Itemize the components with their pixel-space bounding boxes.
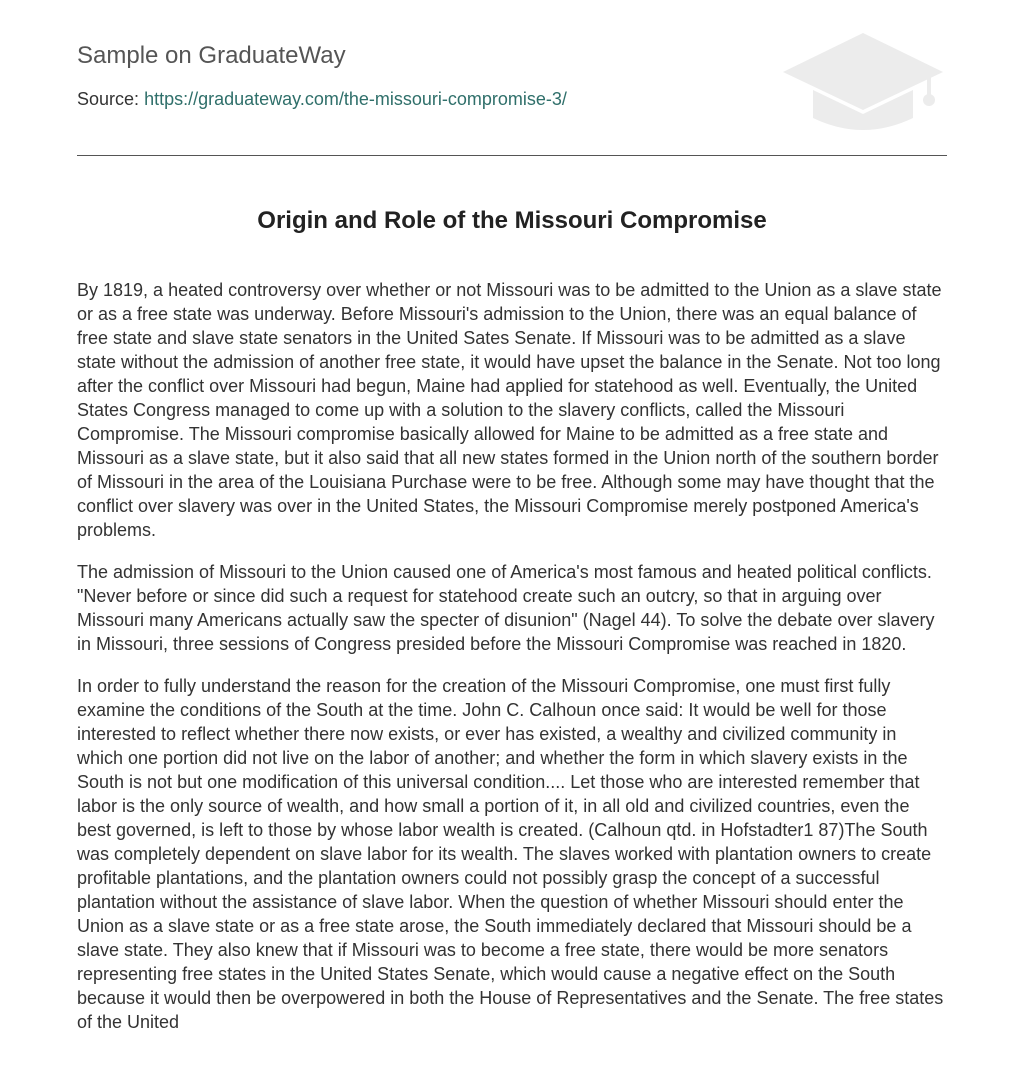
- paragraph: By 1819, a heated controversy over whether or not Missouri was to be admitted to the Union as a slave state or as a free state was underway. Before Missouri's admission to the Union, there was an equal balance of free state and slave state senators in the United Sates Senate. If Missouri was to be admitted as a slave state without the admission of another free state, it would have upset the balance in the Senate. Not too long after the conflict over Missouri had begun, Maine had applied for statehood as well. Eventually, the United States Congress managed to come up with a solution to the slavery conflicts, called the Missouri Compromise. The Missouri compromise basically allowed for Maine to be admitted as a free state and Missouri as a slave state, but it also said that all new states formed in the Union north of the southern border of Missouri in the area of the Louisiana Purchase were to be free. Although some may have thought that the conflict over slavery was over in the United States, the Missouri Compromise merely postponed America's problems.: [77, 280, 942, 540]
- header: [77, 0, 947, 156]
- article-body: [77, 278, 947, 1034]
- graduation-cap-icon: [779, 30, 947, 132]
- site-title: Sample on GraduateWay: [77, 42, 346, 69]
- page: [77, 0, 947, 1052]
- source-link[interactable]: https://graduateway.com/the-missouri-compromise-3/: [144, 89, 567, 109]
- article-title: Origin and Role of the Missouri Compromise: [257, 207, 767, 234]
- source-line: [77, 89, 567, 110]
- paragraph: The admission of Missouri to the Union caused one of America's most famous and heated political conflicts. "Never before or since did such a request for statehood create such an outcry, so that in arguing over Missouri many Americans actually saw the specter of disunion" (Nagel 44). To solve the debate over slavery in Missouri, three sessions of Congress presided before the Missouri Compromise was reached in 1820.: [77, 562, 935, 654]
- source-label: Source:: [77, 89, 140, 109]
- paragraph: In order to fully understand the reason for the creation of the Missouri Compromise, one must first fully examine the conditions of the South at the time. John C. Calhoun once said: It would be well for those interested to reflect whether there now exists, or ever has existed, a wealthy and civilized community in which one portion did not live on the labor of another; and whether the form in which slavery exists in the South is not but one modification of this universal condition.... Let those who are interested remember that labor is the only source of wealth, and how small a portion of it, in all old and civilized countries, even the best governed, is left to those by whose labor wealth is created. (Calhoun qtd. in Hofstadter1 87)The South was completely dependent on slave labor for its wealth. The slaves worked with plantation owners to create profitable plantations, and the plantation owners could not possibly grasp the concept of a successful plantation without the assistance of slave labor. When the question of whether Missouri should enter the Union as a slave state or as a free state arose, the South immediately declared that Missouri should be a slave state. They also knew that if Missouri was to become a free state, there would be more senators representing free states in the United States Senate, which would cause a negative effect on the South because it would then be overpowered in both the House of Representatives and the Senate. The free states of the United: [77, 676, 944, 1032]
